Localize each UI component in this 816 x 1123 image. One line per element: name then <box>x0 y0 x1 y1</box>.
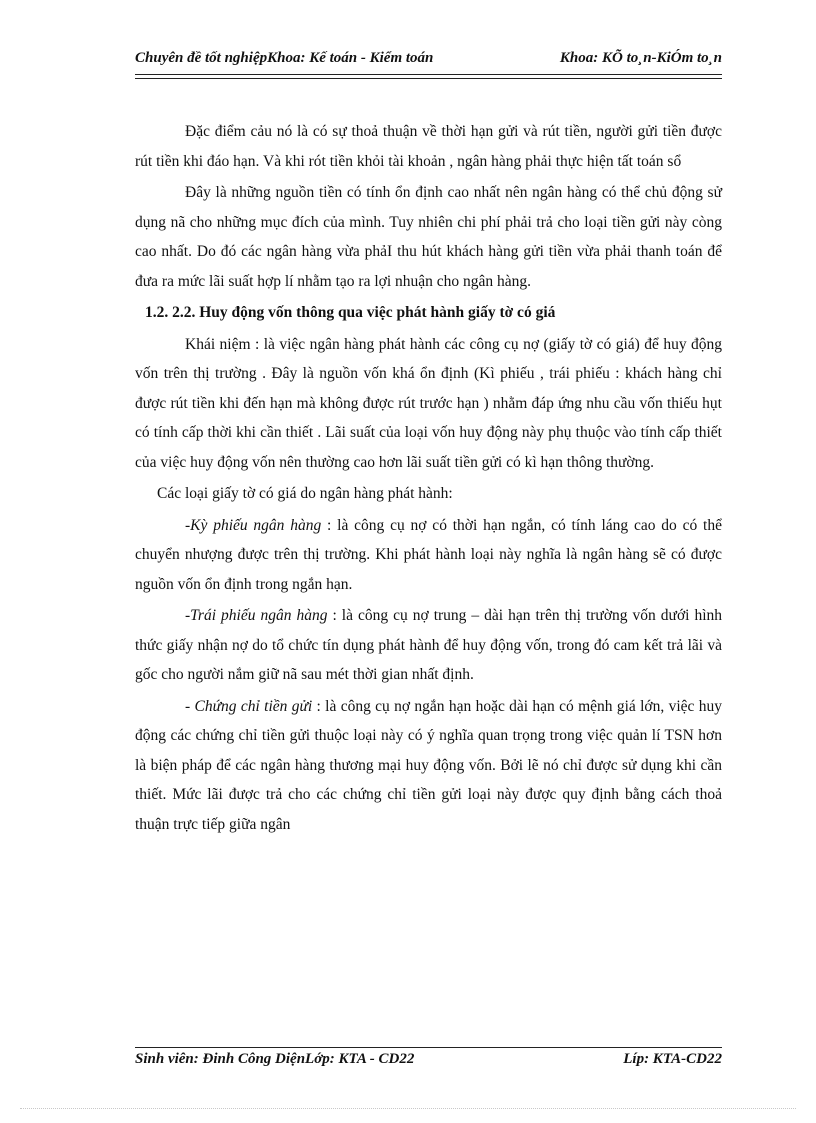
paragraph-bond <box>135 601 722 690</box>
section-heading: 1.2. 2.2. Huy động vốn thông qua việc phát hành giấy tờ có giá <box>145 304 556 321</box>
paragraph-stability: Đây là những nguồn tiền có tính ổn định cao nhất nên ngân hàng có thể chủ động sử dụng nã cho những mục đích của mình. Tuy nhiên chi phí phải trả cho loại tiền gửi này còng cao nhất. Do đó các ngân hàng vừa phảI thu hút khách hàng gửi tiền vừa phải thanh toán để đưa ra mức lãi suất hợp lí nhằm tạo ra lợi nhuận cho ngân hàng. <box>135 184 722 290</box>
footer-left-text: Sinh viên: Đinh Công DiệnLớp: KTA - CD22 <box>135 1051 415 1067</box>
paragraph-definition: Khái niệm : là việc ngân hàng phát hành các công cụ nợ (giấy tờ có giá) để huy động vốn trên thị trường . Đây là nguồn vốn khá ổn định (Kì phiếu , trái phiếu : khách hàng chỉ được rút tiền khi đến hạn mà không được rút trước hạn ) nhằm đáp ứng nhu cầu vốn thiếu hụt có tính cấp thời khi cần thiết . Lãi suất của loại vốn huy động này phụ thuộc vào tính cấp thiết của việc huy động vốn nên thường cao hơn lãi suất tiền gửi có kì hạn thông thường. <box>135 335 722 471</box>
header-left-text: Chuyên đề tốt nghiệpKhoa: Kế toán - Kiểm toán <box>135 50 434 66</box>
term-promissory-note: -Kỳ phiếu ngân hàng <box>185 516 322 534</box>
term-certificate-of-deposit: - Chứng chỉ tiền gửi <box>185 697 313 715</box>
paragraph-types-intro: Các loại giấy tờ có giá do ngân hàng phát hành: <box>157 485 453 502</box>
paragraph-term-deposit-features: Đặc điểm cảu nó là có sự thoả thuận về thời hạn gửi và rút tiền, người gửi tiền được rút tiền khi đáo hạn. Và khi rót tiền khỏi tài khoản , ngân hàng phải thực hiện tất toán sổ <box>135 123 722 170</box>
footer-right-text: Líp: KTA-CD22 <box>623 1051 722 1067</box>
header-double-rule <box>135 78 722 79</box>
text-bond: : là công cụ nợ trung – dài hạn trên thị trường vốn dưới hình thức giấy nhận nợ do tổ chức tín dụng phát hành để huy động vốn, trong đó cam kết trả lãi và gốc cho người nắm giữ nã sau mét thời gian nhất định. <box>135 607 723 683</box>
page-footer <box>135 1047 722 1076</box>
text-promissory-note: : là công cụ nợ có thời hạn ngắn, có tính láng cao do có thể chuyển nhượng được trên thị trường. Khi phát hành loại này nghĩa là ngân hàng sẽ có được nguồn vốn ổn định trong ngắn hạn. <box>135 516 722 593</box>
term-bond: -Trái phiếu ngân hàng <box>185 607 328 624</box>
paragraph-certificate-of-deposit <box>135 692 722 840</box>
page-header <box>135 46 722 75</box>
page-bottom-dotted-line <box>20 1108 796 1109</box>
paragraph-promissory-note <box>135 511 722 600</box>
header-right-text: Khoa: KÕ to¸n-KiÓm to¸n <box>559 50 722 66</box>
document-body <box>135 117 722 841</box>
text-certificate-of-deposit: : là công cụ nợ ngắn hạn hoặc dài hạn có mệnh giá lớn, việc huy động các chứng chỉ tiền gửi thuộc loại này có ý nghĩa quan trọng trong việc quản lí TSN hơn là biện pháp để các ngân hàng thương mại huy động vốn. Bởi lẽ nó chỉ được sử dụng khi cần thiết. Mức lãi được trả cho các chứng chỉ tiền gửi loại này được quy định bằng cách thoả thuận trực tiếp giữa ngân <box>135 697 722 833</box>
